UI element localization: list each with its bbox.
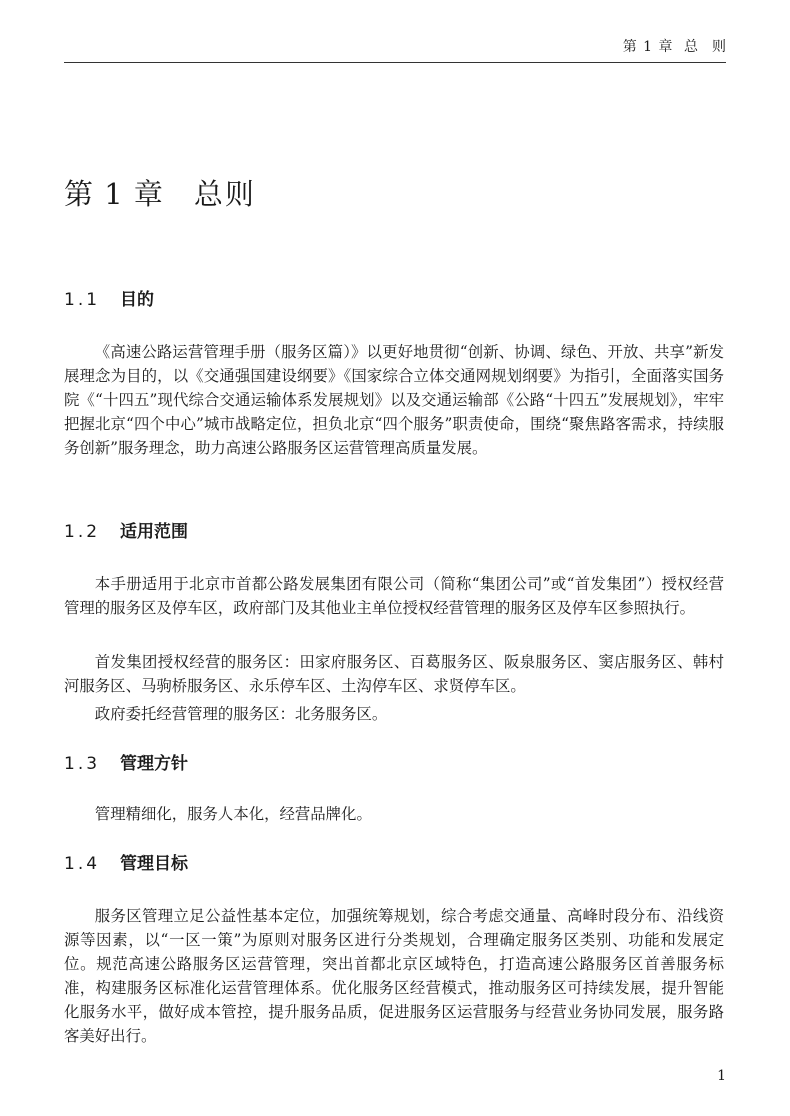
section-1-3-paragraph: 管理精细化，服务人本化，经营品牌化。 [94, 805, 372, 823]
section-number: 1.4 [64, 854, 101, 874]
running-header [64, 36, 740, 63]
section-title: 适用范围 [120, 522, 188, 542]
section-1-2-paragraph-1: 本手册适用于北京市首都公路发展集团有限公司（简称“集团公司”或“首发集团”）授权经营管理的服务区及停车区，政府部门及其他业主单位授权经营管理的服务区及停车区参照执行。 [64, 575, 724, 617]
chapter-title [64, 176, 256, 212]
section-title: 管理方针 [120, 754, 188, 774]
section-1-2-paragraph-2: 首发集团授权经营的服务区：田家府服务区、百葛服务区、阪泉服务区、窦店服务区、韩村河服务区、马驹桥服务区、永乐停车区、土沟停车区、求贤停车区。 [64, 653, 724, 695]
running-header-chapter: 第 1 章 [622, 39, 674, 55]
section-number: 1.1 [64, 290, 101, 310]
section-heading-1-3 [64, 752, 188, 776]
section-heading-1-1 [64, 288, 154, 312]
section-heading-1-4 [64, 852, 188, 876]
page-number: 1 [717, 1068, 726, 1084]
running-header-title: 总则 [684, 39, 740, 55]
section-1-1-paragraph: 《高速公路运营管理手册（服务区篇）》以更好地贯彻“创新、协调、绿色、开放、共享”新发展理念为目的，以《交通强国建设纲要》《国家综合立体交通网规划纲要》为指引，全面落实国务院《“十四五”现代综合交通运输体系发展规划》以及交通运输部《公路“十四五”发展规划》，牢牢把握北京“四个中心”城市战略定位，担负北京“四个服务”职责使命，围绕“聚焦路客需求，持续服务创新”服务理念，助力高速公路服务区运营管理高质量发展。 [64, 343, 724, 457]
section-number: 1.3 [64, 754, 101, 774]
chapter-number: 第 1 章 [64, 177, 164, 211]
section-title: 目的 [120, 290, 154, 310]
section-heading-1-2 [64, 520, 188, 544]
section-number: 1.2 [64, 522, 101, 542]
section-title: 管理目标 [120, 854, 188, 874]
chapter-name: 总则 [193, 177, 256, 211]
section-1-4-paragraph: 服务区管理立足公益性基本定位，加强统筹规划，综合考虑交通量、高峰时段分布、沿线资源等因素，以“一区一策”为原则对服务区进行分类规划，合理确定服务区类别、功能和发展定位。规范高速公路服务区运营管理，突出首都北京区域特色，打造高速公路服务区首善服务标准，构建服务区标准化运营管理体系。优化服务区经营模式，推动服务区可持续发展，提升智能化服务水平，做好成本管控，提升服务品质，促进服务区运营服务与经营业务协同发展，服务路客美好出行。 [64, 907, 724, 1045]
section-1-2-paragraph-3: 政府委托经营管理的服务区：北务服务区。 [94, 705, 388, 723]
